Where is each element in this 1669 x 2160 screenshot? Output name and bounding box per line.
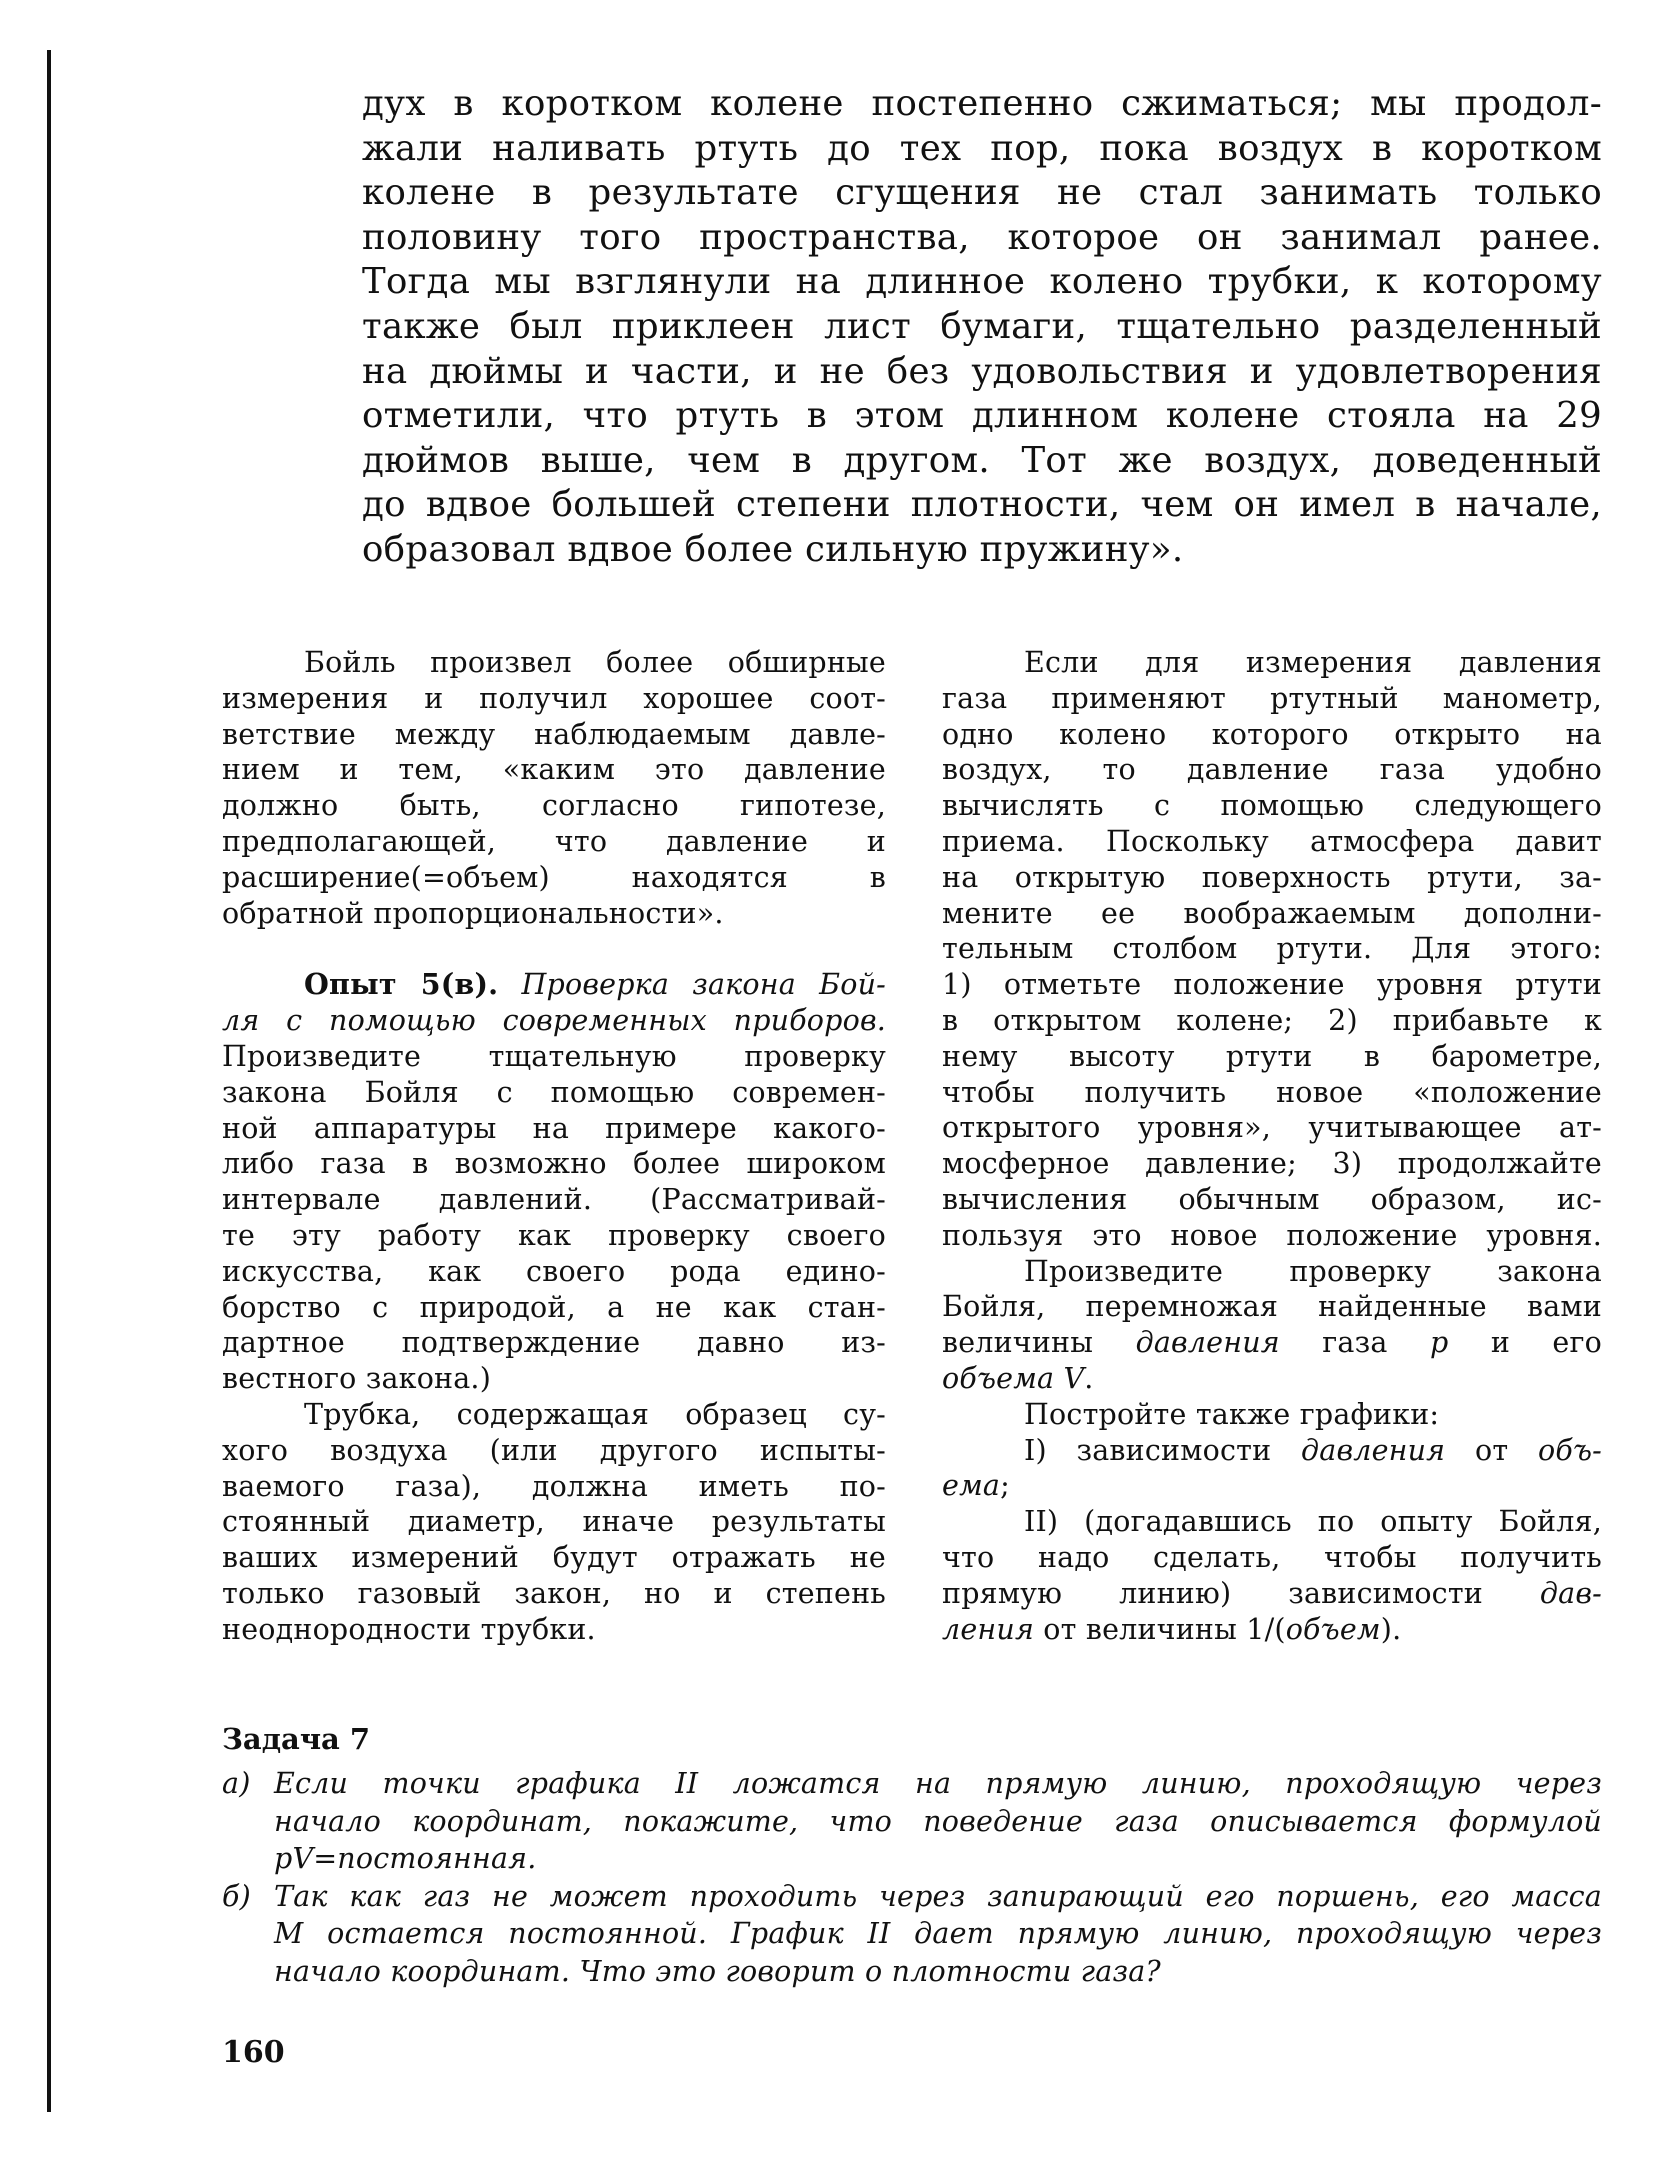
quote-line: жали наливать ртуть до тех пор, пока воздух в коротком <box>362 127 1602 169</box>
text-line: интервале давлений. (Рассматривай- <box>222 1183 886 1217</box>
text-line: обратной пропорциональности». <box>222 896 724 930</box>
page-number: 160 <box>222 2035 285 2070</box>
text-fragment: . <box>1084 1361 1094 1395</box>
text-line: одно колено которого открыто на <box>942 717 1602 751</box>
quote-line: отметили, что ртуть в этом длинном колене стояла на 29 <box>362 395 1602 437</box>
quote-line: колене в результате сгущения не стал занимать только <box>362 172 1602 214</box>
text-line: Если для измерения давления <box>1024 646 1602 679</box>
text-line: неоднородности трубки. <box>222 1612 596 1646</box>
text-line: Постройте также графики: <box>1024 1397 1440 1431</box>
term-pressure: давления <box>1135 1326 1280 1360</box>
text-line: ной аппаратуры на примере какого- <box>222 1111 886 1145</box>
graph-2-line: что надо сделать, чтобы получить <box>942 1540 1602 1574</box>
text-line: дартное подтверждение давно из- <box>222 1326 886 1360</box>
text-line: стоянный диаметр, иначе результаты <box>222 1505 886 1539</box>
task-item-a <box>222 1765 1602 1878</box>
text-fragment: газа <box>1279 1326 1430 1360</box>
quote-line: половину того пространства, которое он занимал ранее. <box>362 216 1602 258</box>
text-line: на открытую поверхность ртути, за- <box>942 860 1602 894</box>
text-fragment: и его <box>1448 1326 1602 1360</box>
text-line: в открытом колене; 2) прибавьте к <box>942 1003 1602 1037</box>
text-line: вычислять с помощью следующего <box>942 789 1602 823</box>
text-line: газа применяют ртутный манометр, <box>942 681 1602 715</box>
term-pressure: ления <box>942 1612 1035 1646</box>
text-fragment: ; <box>1000 1469 1010 1503</box>
text-line <box>942 1361 1602 1397</box>
term-volume: объ- <box>1538 1433 1602 1467</box>
text-line: приема. Поскольку атмосфера давит <box>942 824 1602 858</box>
text-line: вестного закона.) <box>222 1362 492 1396</box>
text-line: мосферное давление; 3) продолжайте <box>942 1147 1602 1181</box>
text-line: Трубка, содержащая образец су- <box>304 1397 886 1431</box>
graph-1-line <box>942 1468 1602 1504</box>
quote-line: также был приклеен лист бумаги, тщательно разделенный <box>362 305 1602 347</box>
text-fragment: прямую линию) зависимости <box>942 1576 1540 1610</box>
task-7-items <box>222 1765 1602 1990</box>
quote-line: дух в коротком колене постепенно сжиматься; мы продол- <box>362 83 1602 124</box>
text-line: Произведите тщательную проверку <box>222 1039 886 1073</box>
quote-line: до вдвое большей степени плотности, чем он имел в начале, <box>362 484 1602 526</box>
graph-2-line <box>942 1612 1602 1648</box>
graph-1-line <box>942 1433 1602 1469</box>
text-fragment: величины <box>942 1326 1136 1360</box>
text-line: чтобы получить новое «положение <box>942 1075 1602 1109</box>
boyle-measurements-paragraph <box>222 645 886 931</box>
text-line: начало координат. Что это говорит о плотности газа? <box>274 1954 1161 1988</box>
text-line: pV=постоянная. <box>274 1842 537 1875</box>
text-line: ваемого газа), должна иметь по- <box>222 1469 886 1503</box>
graphs-paragraph <box>942 1397 1602 1648</box>
task-7-heading: Задача 7 <box>222 1722 371 1756</box>
text-line: только газовый закон, но и степень <box>222 1576 886 1610</box>
symbol-v: V <box>1054 1361 1085 1395</box>
page-margin-rule <box>47 50 51 2112</box>
text-line: М остается постоянной. График II дает прямую линию, проходящую через <box>274 1917 1602 1950</box>
term-volume: объем <box>1285 1612 1381 1646</box>
paragraph-gap <box>222 931 886 967</box>
text-line: 1) отметьте положение уровня ртути <box>942 968 1602 1002</box>
experiment-5v-paragraph <box>222 967 886 1397</box>
boyle-quote-block <box>362 82 1602 573</box>
verify-boyle-paragraph <box>942 1254 1602 1397</box>
text-line: борство с природой, а не как стан- <box>222 1290 886 1324</box>
text-line: закона Бойля с помощью современ- <box>222 1075 886 1109</box>
text-line: Если точки графика II ложатся на прямую линию, проходящую через <box>274 1767 1602 1800</box>
text-line: хого воздуха (или другого испыты- <box>222 1433 886 1467</box>
term-volume: объема <box>942 1361 1055 1395</box>
text-line: мените ее воображаемым дополни- <box>942 896 1602 930</box>
text-line: искусства, как своего рода едино- <box>222 1254 886 1288</box>
quote-line: Тогда мы взглянули на длинное колено трубки, к которому <box>362 261 1602 303</box>
text-line: тельным столбом ртути. Для этого: <box>942 932 1602 966</box>
text-line: Так как газ не может проходить через запирающий его поршень, его масса <box>274 1879 1602 1913</box>
text-line: Бойля, перемножая найденные вами <box>942 1290 1602 1324</box>
task-item-b <box>222 1878 1602 1991</box>
term-pressure: дав- <box>1539 1576 1602 1610</box>
graph-2-line <box>942 1576 1602 1612</box>
text-line: открытого уровня», учитывающее ат- <box>942 1111 1602 1145</box>
text-line: либо газа в возможно более широком <box>222 1147 886 1181</box>
text-line <box>942 1325 1602 1361</box>
experiment-title-cont: ля с помощью современных приборов. <box>222 1004 886 1038</box>
text-fragment: от <box>1445 1433 1538 1467</box>
text-line: вычисления обычным образом, ис- <box>942 1182 1602 1216</box>
text-line: пользуя это новое положение уровня. <box>942 1218 1602 1252</box>
item-marker: б) <box>222 1879 251 1913</box>
text-line: те эту работу как проверку своего <box>222 1218 886 1252</box>
text-line: начало координат, покажите, что поведение газа описывается формулой <box>274 1804 1602 1838</box>
text-line: Бойль произвел более обширные <box>304 646 886 679</box>
text-line: должно быть, согласно гипотезе, <box>222 789 886 823</box>
right-column <box>942 645 1602 1647</box>
text-fragment: от величины 1/( <box>1034 1612 1286 1646</box>
graph-2-line: II) (догадавшись по опыту Бойля, <box>1024 1505 1602 1539</box>
text-line: ваших измерений будут отражать не <box>222 1541 886 1575</box>
quote-line: на дюймы и части, и не без удовольствия и удовлетворения <box>362 350 1602 392</box>
text-line: предполагающей, что давление и <box>222 824 886 858</box>
experiment-title: Проверка закона Бой- <box>521 968 886 1002</box>
experiment-heading-line <box>222 967 886 1003</box>
experiment-label: Опыт 5(в). <box>304 967 499 1002</box>
tube-paragraph <box>222 1397 886 1648</box>
term-pressure: давления <box>1300 1433 1446 1467</box>
term-volume: ема <box>942 1469 1001 1503</box>
text-line: измерения и получил хорошее соот- <box>222 681 886 715</box>
symbol-p: p <box>1429 1326 1449 1360</box>
text-line: воздух, то давление газа удобно <box>942 753 1602 787</box>
item-marker: а) <box>222 1767 251 1800</box>
text-line: нием и тем, «каким это давление <box>222 753 886 787</box>
text-fragment: ). <box>1380 1612 1402 1646</box>
text-fragment: I) зависимости <box>1024 1433 1301 1467</box>
quote-line: дюймов выше, чем в другом. Тот же воздух, доведенный <box>362 439 1602 481</box>
text-line: нему высоту ртути в барометре, <box>942 1039 1602 1073</box>
left-column <box>222 645 886 1648</box>
manometer-paragraph <box>942 645 1602 1254</box>
text-line: расширение(=объем) находятся в <box>222 860 886 894</box>
text-line: Произведите проверку закона <box>1024 1254 1602 1288</box>
text-line: ветствие между наблюдаемым давле- <box>222 717 886 751</box>
quote-line: образовал вдвое более сильную пружину». <box>362 528 1184 570</box>
